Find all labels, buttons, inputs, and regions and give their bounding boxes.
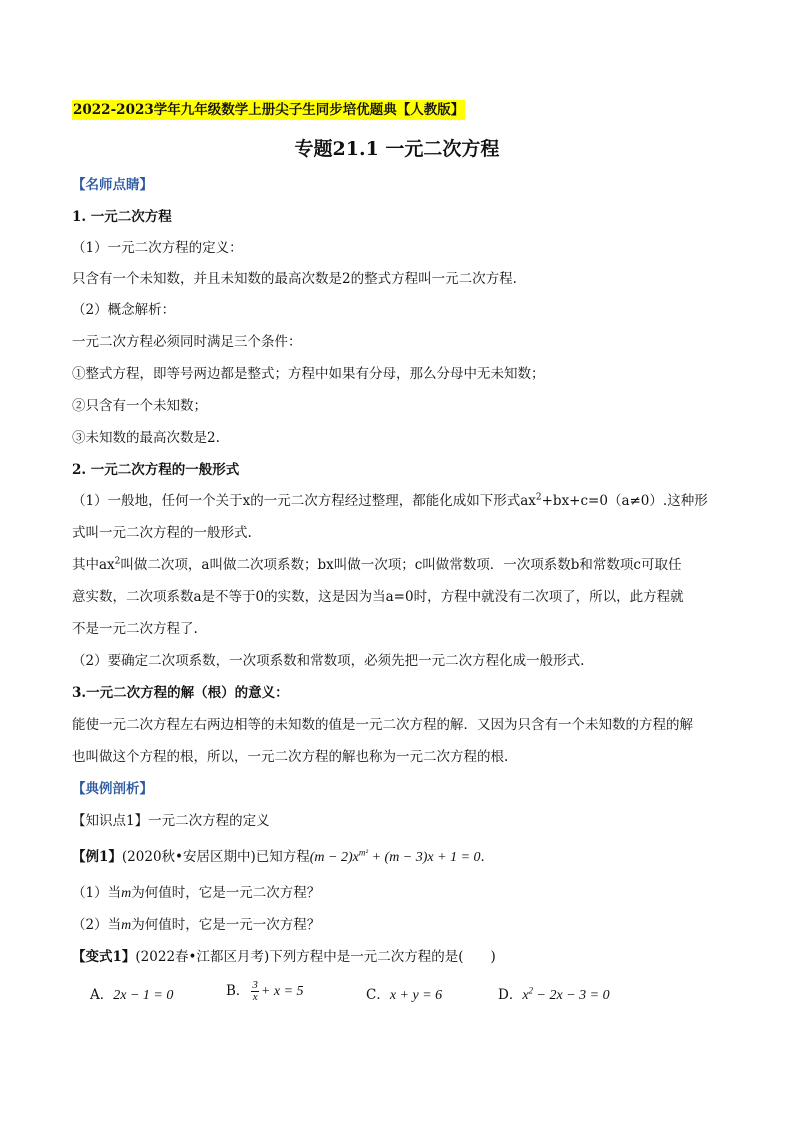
superscript: 2	[114, 556, 121, 567]
variant-text: (2022春•江都区月考)下列方程中是一元二次方程的是( )	[135, 949, 496, 965]
option-label: A．	[90, 987, 114, 1003]
paragraph-roots: 能使一元二次方程左右两边相等的未知数的值是一元二次方程的解．又因为只含有一个未知数的方程的解	[72, 717, 693, 733]
condition-2: ②只含有一个未知数；	[72, 398, 207, 414]
equation-part: + (m − 3)x + 1 = 0	[368, 850, 481, 865]
condition-1: ①整式方程，即等号两边都是整式；方程中如果有分母，那么分母中无未知数；	[72, 366, 545, 382]
knowledge-point-1: 【知识点1】一元二次方程的定义	[72, 813, 270, 829]
paragraph-general-form-cont: 式叫一元二次方程的一般形式.	[72, 525, 252, 541]
heading-1-2: （2）概念解析：	[72, 302, 176, 318]
option-equation: 2x − 1 = 0	[113, 988, 174, 1003]
option-equation	[522, 985, 610, 1003]
text: ．	[480, 849, 495, 865]
option-b	[226, 980, 304, 1003]
equation-part: − 2x − 3 = 0	[533, 988, 610, 1003]
option-equation: + x = 5	[260, 984, 304, 999]
paragraph-terms	[72, 556, 681, 574]
paragraph-definition: 只含有一个未知数，并且未知数的最高次数是2的整式方程叫一元二次方程.	[72, 271, 517, 287]
heading-3: 3.一元二次方程的解（根）的意义：	[72, 685, 289, 701]
paragraph-terms-cont-2: 不是一元二次方程了.	[72, 621, 198, 637]
example-source: (2020秋•安居区期中)已知方程	[121, 849, 310, 865]
fraction	[251, 980, 259, 1003]
text: （1）当	[72, 885, 122, 901]
section-examples: 【典例剖析】	[72, 781, 153, 797]
text: 为何值时，它是一元一次方程？	[131, 917, 321, 933]
text: 叫做二次项，a叫做二次项系数；bx叫做一次项；c叫做常数项．一次项系数b和常数项c可取任	[120, 557, 682, 573]
option-equation: x + y = 6	[389, 988, 443, 1003]
text: +bx+c=0（a≠0）.这种形	[541, 493, 708, 509]
paragraph-general-form	[72, 492, 708, 510]
exponent: 2	[528, 985, 534, 996]
superscript: 2	[535, 492, 542, 503]
option-a	[90, 986, 173, 1005]
option-c	[366, 986, 442, 1005]
example-label: 【例1】	[72, 849, 122, 865]
question-1	[72, 884, 320, 903]
exponent: m²	[358, 847, 369, 858]
paragraph-roots-cont: 也叫做这个方程的根，所以，一元二次方程的解也称为一元二次方程的根.	[72, 749, 509, 765]
denominator: x	[252, 991, 258, 1003]
equation	[309, 847, 481, 865]
numerator: 3	[252, 979, 258, 991]
page-title: 专题21.1 一元二次方程	[294, 138, 500, 160]
paragraph-terms-cont-1: 意实数，二次项系数a是不等于0的实数，这是因为当a=0时，方程中就没有二次项了，所以，此方程就	[72, 589, 684, 605]
section-teacher-tips: 【名师点睛】	[72, 177, 153, 193]
question-2	[72, 916, 320, 935]
option-label: D．	[498, 987, 523, 1003]
equation-part: (m − 2)x	[309, 850, 359, 865]
option-d	[498, 986, 610, 1005]
heading-1: 1. 一元二次方程	[72, 209, 172, 225]
variant-1	[72, 948, 496, 966]
variant-label: 【变式1】	[72, 949, 136, 965]
text: 其中ax	[72, 557, 115, 573]
text: （2）当	[72, 917, 122, 933]
heading-1-1: （1）一元二次方程的定义：	[72, 240, 243, 256]
option-label: B．	[226, 983, 250, 999]
condition-3: ③未知数的最高次数是2.	[72, 430, 220, 446]
option-label: C．	[366, 987, 390, 1003]
variable-m: m	[121, 918, 132, 933]
equation-part: x	[522, 988, 529, 1003]
example-1	[72, 848, 494, 867]
header-highlight: 2022-2023学年九年级数学上册尖子生同步培优题典【人教版】	[73, 102, 465, 118]
heading-2: 2. 一元二次方程的一般形式	[72, 462, 240, 478]
text: 为何值时，它是一元二次方程？	[131, 885, 321, 901]
text: （1）一般地，任何一个关于x的一元二次方程经过整理，都能化成如下形式ax	[72, 493, 536, 509]
paragraph-coefficients: （2）要确定二次项系数，一次项系数和常数项，必须先把一元二次方程化成一般形式.	[72, 653, 585, 669]
variable-m: m	[121, 886, 132, 901]
paragraph-conditions: 一元二次方程必须同时满足三个条件：	[72, 334, 302, 350]
